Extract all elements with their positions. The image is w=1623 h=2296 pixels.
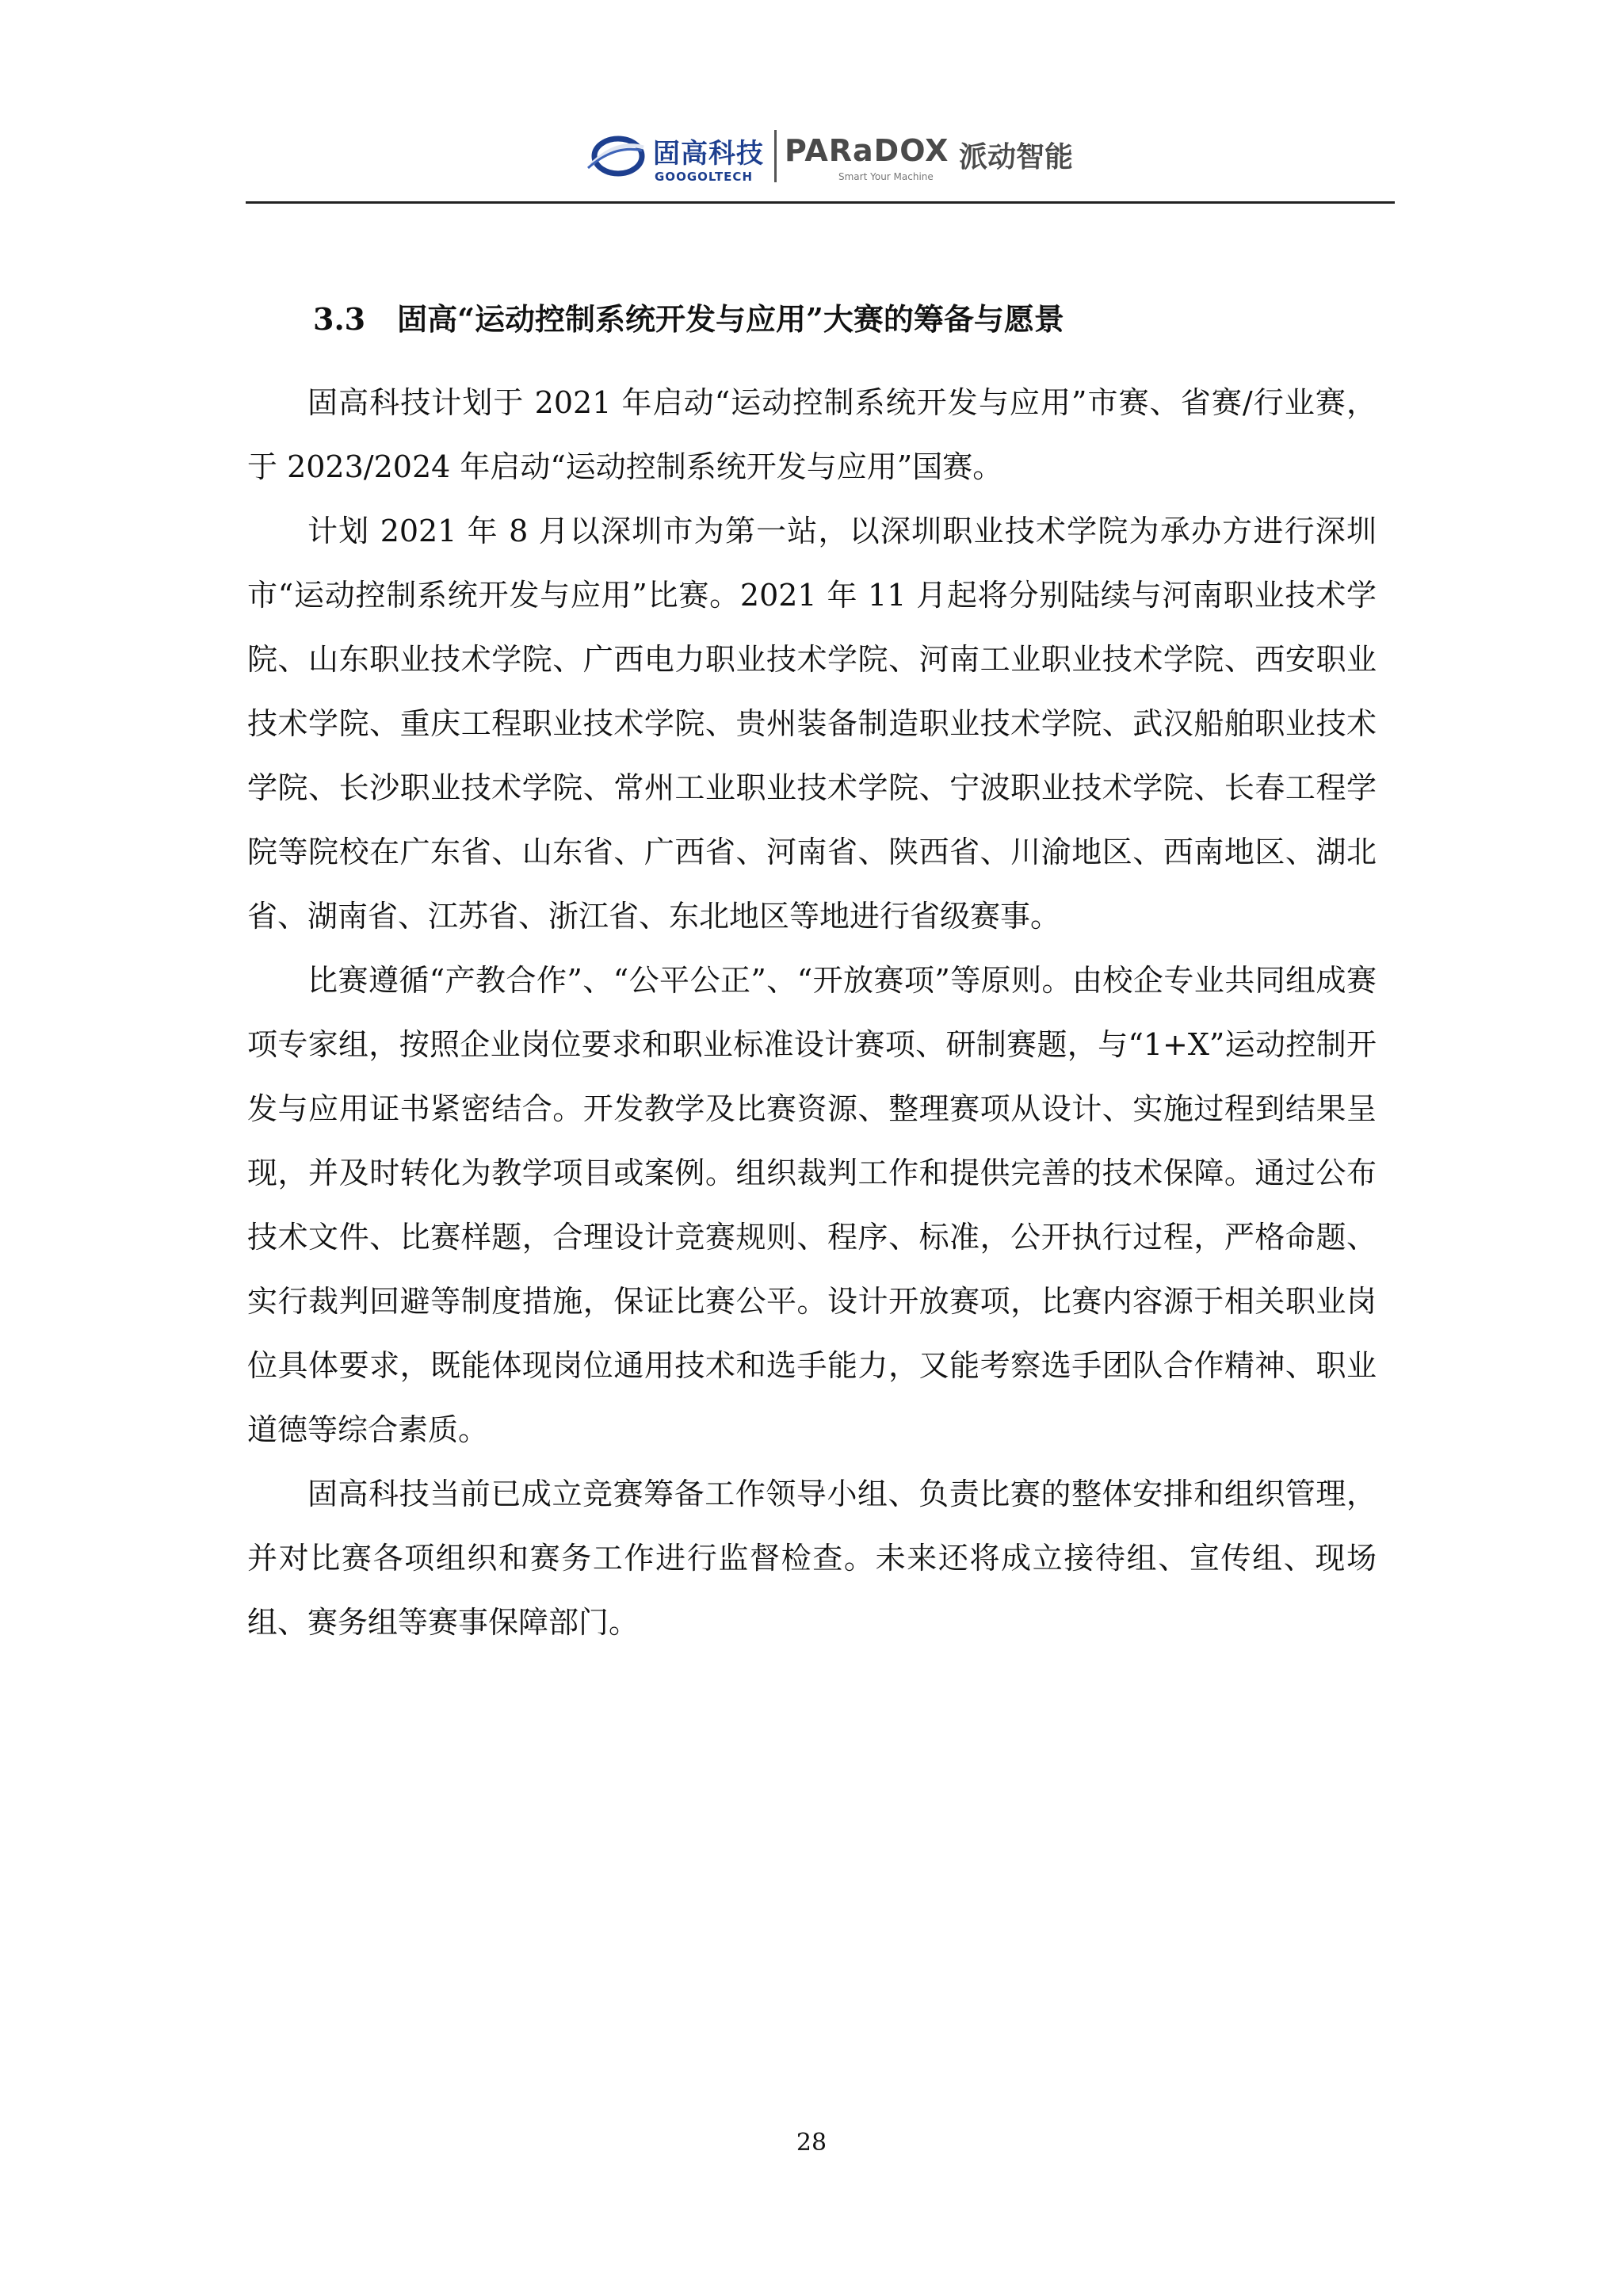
paragraph-principles: 比赛遵循“产教合作”、“公平公正”、“开放赛项”等原则。由校企专业共同组成赛项专家组，按照企业岗位要求和职业标准设计赛项、研制赛题，与“1+X”运动控制开发与应用证书紧密结合。开发教学及比赛资源、整理赛项从设计、实施过程到结果呈现，并及时转化为教学项目或案例。组织裁判工作和提供完善的技术保障。通过公布技术文件、比赛样题，合理设计竞赛规则、程序、标准，公开执行过程，严格命题、实行裁判回避等制度措施，保证比赛公平。设计开放赛项，比赛内容源于相关职业岗位具体要求，既能体现岗位通用技术和选手能力，又能考察选手团队合作精神、职业道德等综合素质。 xyxy=(247,963,1377,1447)
page-header xyxy=(246,119,1395,208)
section-number: 3.3 xyxy=(313,301,366,337)
googoltech-name-en: GOOGOLTECH xyxy=(655,170,753,184)
paragraph-organization: 固高科技当前已成立竞赛筹备工作领导小组、负责比赛的整体安排和组织管理，并对比赛各项组织和赛务工作进行监督检查。未来还将成立接待组、宣传组、现场组、赛务组等赛事保障部门。 xyxy=(247,1477,1377,1640)
paragraph-schedule: 计划 2021 年 8 月以深圳市为第一站，以深圳职业技术学院为承办方进行深圳市“运动控制系统开发与应用”比赛。2021 年 11 月起将分别陆续与河南职业技术学院、山东职业技术学院、广西电力职业技术学院、河南工业职业技术学院、西安职业技术学院、重庆工程职业技术学院、贵州装备制造职业技术学院、武汉船舶职业技术学院、长沙职业技术学院、常州工业职业技术学院、宁波职业技术学院、长春工程学院等院校在广东省、山东省、广西省、河南省、陕西省、川渝地区、西南地区、湖北省、湖南省、江苏省、浙江省、东北地区等地进行省级赛事。 xyxy=(247,514,1377,934)
body-text xyxy=(247,371,1377,1655)
paradox-name-en: PARaDOX xyxy=(785,133,949,168)
section-heading xyxy=(313,295,1064,338)
googoltech-logo-icon xyxy=(586,133,647,179)
section-title: 固高“运动控制系统开发与应用”大赛的筹备与愿景 xyxy=(397,301,1064,337)
googoltech-name-cn: 固高科技 xyxy=(653,138,764,170)
paradox-tagline: Smart Your Machine xyxy=(838,171,934,182)
company-logos xyxy=(586,127,1125,190)
paradox-name-cn: 派动智能 xyxy=(959,141,1074,174)
header-divider xyxy=(246,201,1395,204)
page-number: 28 xyxy=(796,2129,827,2157)
logo-divider xyxy=(774,130,777,182)
paragraph-plan: 固高科技计划于 2021 年启动“运动控制系统开发与应用”市赛、省赛/行业赛，于 2023/2024 年启动“运动控制系统开发与应用”国赛。 xyxy=(247,385,1377,484)
